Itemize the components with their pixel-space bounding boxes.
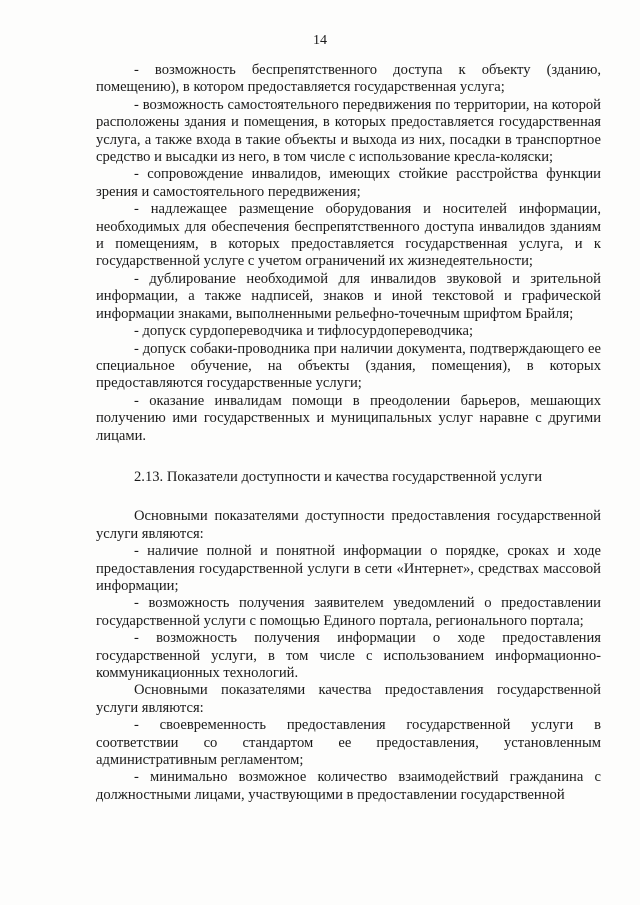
paragraph: Основными показателями доступности предоставления государственной услуги являются:	[96, 508, 601, 542]
spacer	[96, 445, 601, 469]
paragraph: - допуск собаки-проводника при наличии документа, подтверждающего ее специальное обучение, на объекты (здания, помещения), в которых предоставляются государственные услуги;	[96, 340, 601, 392]
paragraph: - дублирование необходимой для инвалидов звуковой и зрительной информации, а также надписей, знаков и иной текстовой и графической информации знаками, выполненными рельефно-точечным шрифтом Брайля;	[96, 270, 601, 322]
paragraph: - наличие полной и понятной информации о порядке, сроках и ходе предоставления государственной услуги в сети «Интернет», средствах массовой информации;	[96, 543, 601, 594]
paragraph: - надлежащее размещение оборудования и носителей информации, необходимых для обеспечения беспрепятственного доступа инвалидов зданиям и помещениям, в которых предоставляется государственная услуга, и к государственной услуге с учетом ограничений их жизнедеятельности;	[96, 201, 601, 270]
spacer	[96, 486, 601, 508]
paragraph: - возможность самостоятельного передвижения по территории, на которой расположены здания и помещения, в которых предоставляется государственная услуга, а также входа в такие объекты и выхода из них, посадки в транспортное средство и высадки из него, в том числе с использование кресла-коляски;	[96, 96, 601, 166]
paragraph: - возможность беспрепятственного доступа к объекту (зданию, помещению), в котором предоставляется государственная услуга;	[96, 62, 601, 96]
section-heading: 2.13. Показатели доступности и качества государственной услуги	[134, 468, 543, 485]
paragraph: - возможность получения информации о ходе предоставления государственной услуги, в том числе с использованием информационно-коммуникационных технологий.	[96, 630, 601, 681]
paragraph: - минимально возможное количество взаимодействий гражданина с должностными лицами, участвующими в предоставлении государственной	[96, 769, 601, 803]
paragraph: Основными показателями качества предоставления государственной услуги являются:	[96, 682, 601, 716]
paragraph: - допуск сурдопереводчика и тифлосурдопереводчика;	[134, 323, 474, 340]
page-body	[96, 62, 601, 804]
paragraph: - сопровождение инвалидов, имеющих стойкие расстройства функции зрения и самостоятельного передвижения;	[96, 166, 601, 200]
paragraph: - оказание инвалидам помощи в преодолении барьеров, мешающих получению ими государственных и муниципальных услуг наравне с другими лицами.	[96, 392, 601, 444]
paragraph: - своевременность предоставления государственной услуги в соответствии со стандартом ее предоставления, установленным административным регламентом;	[96, 717, 601, 769]
page-number: 14	[313, 33, 327, 48]
paragraph: - возможность получения заявителем уведомлений о предоставлении государственной услуги с помощью Единого портала, регионального портала;	[96, 595, 601, 629]
